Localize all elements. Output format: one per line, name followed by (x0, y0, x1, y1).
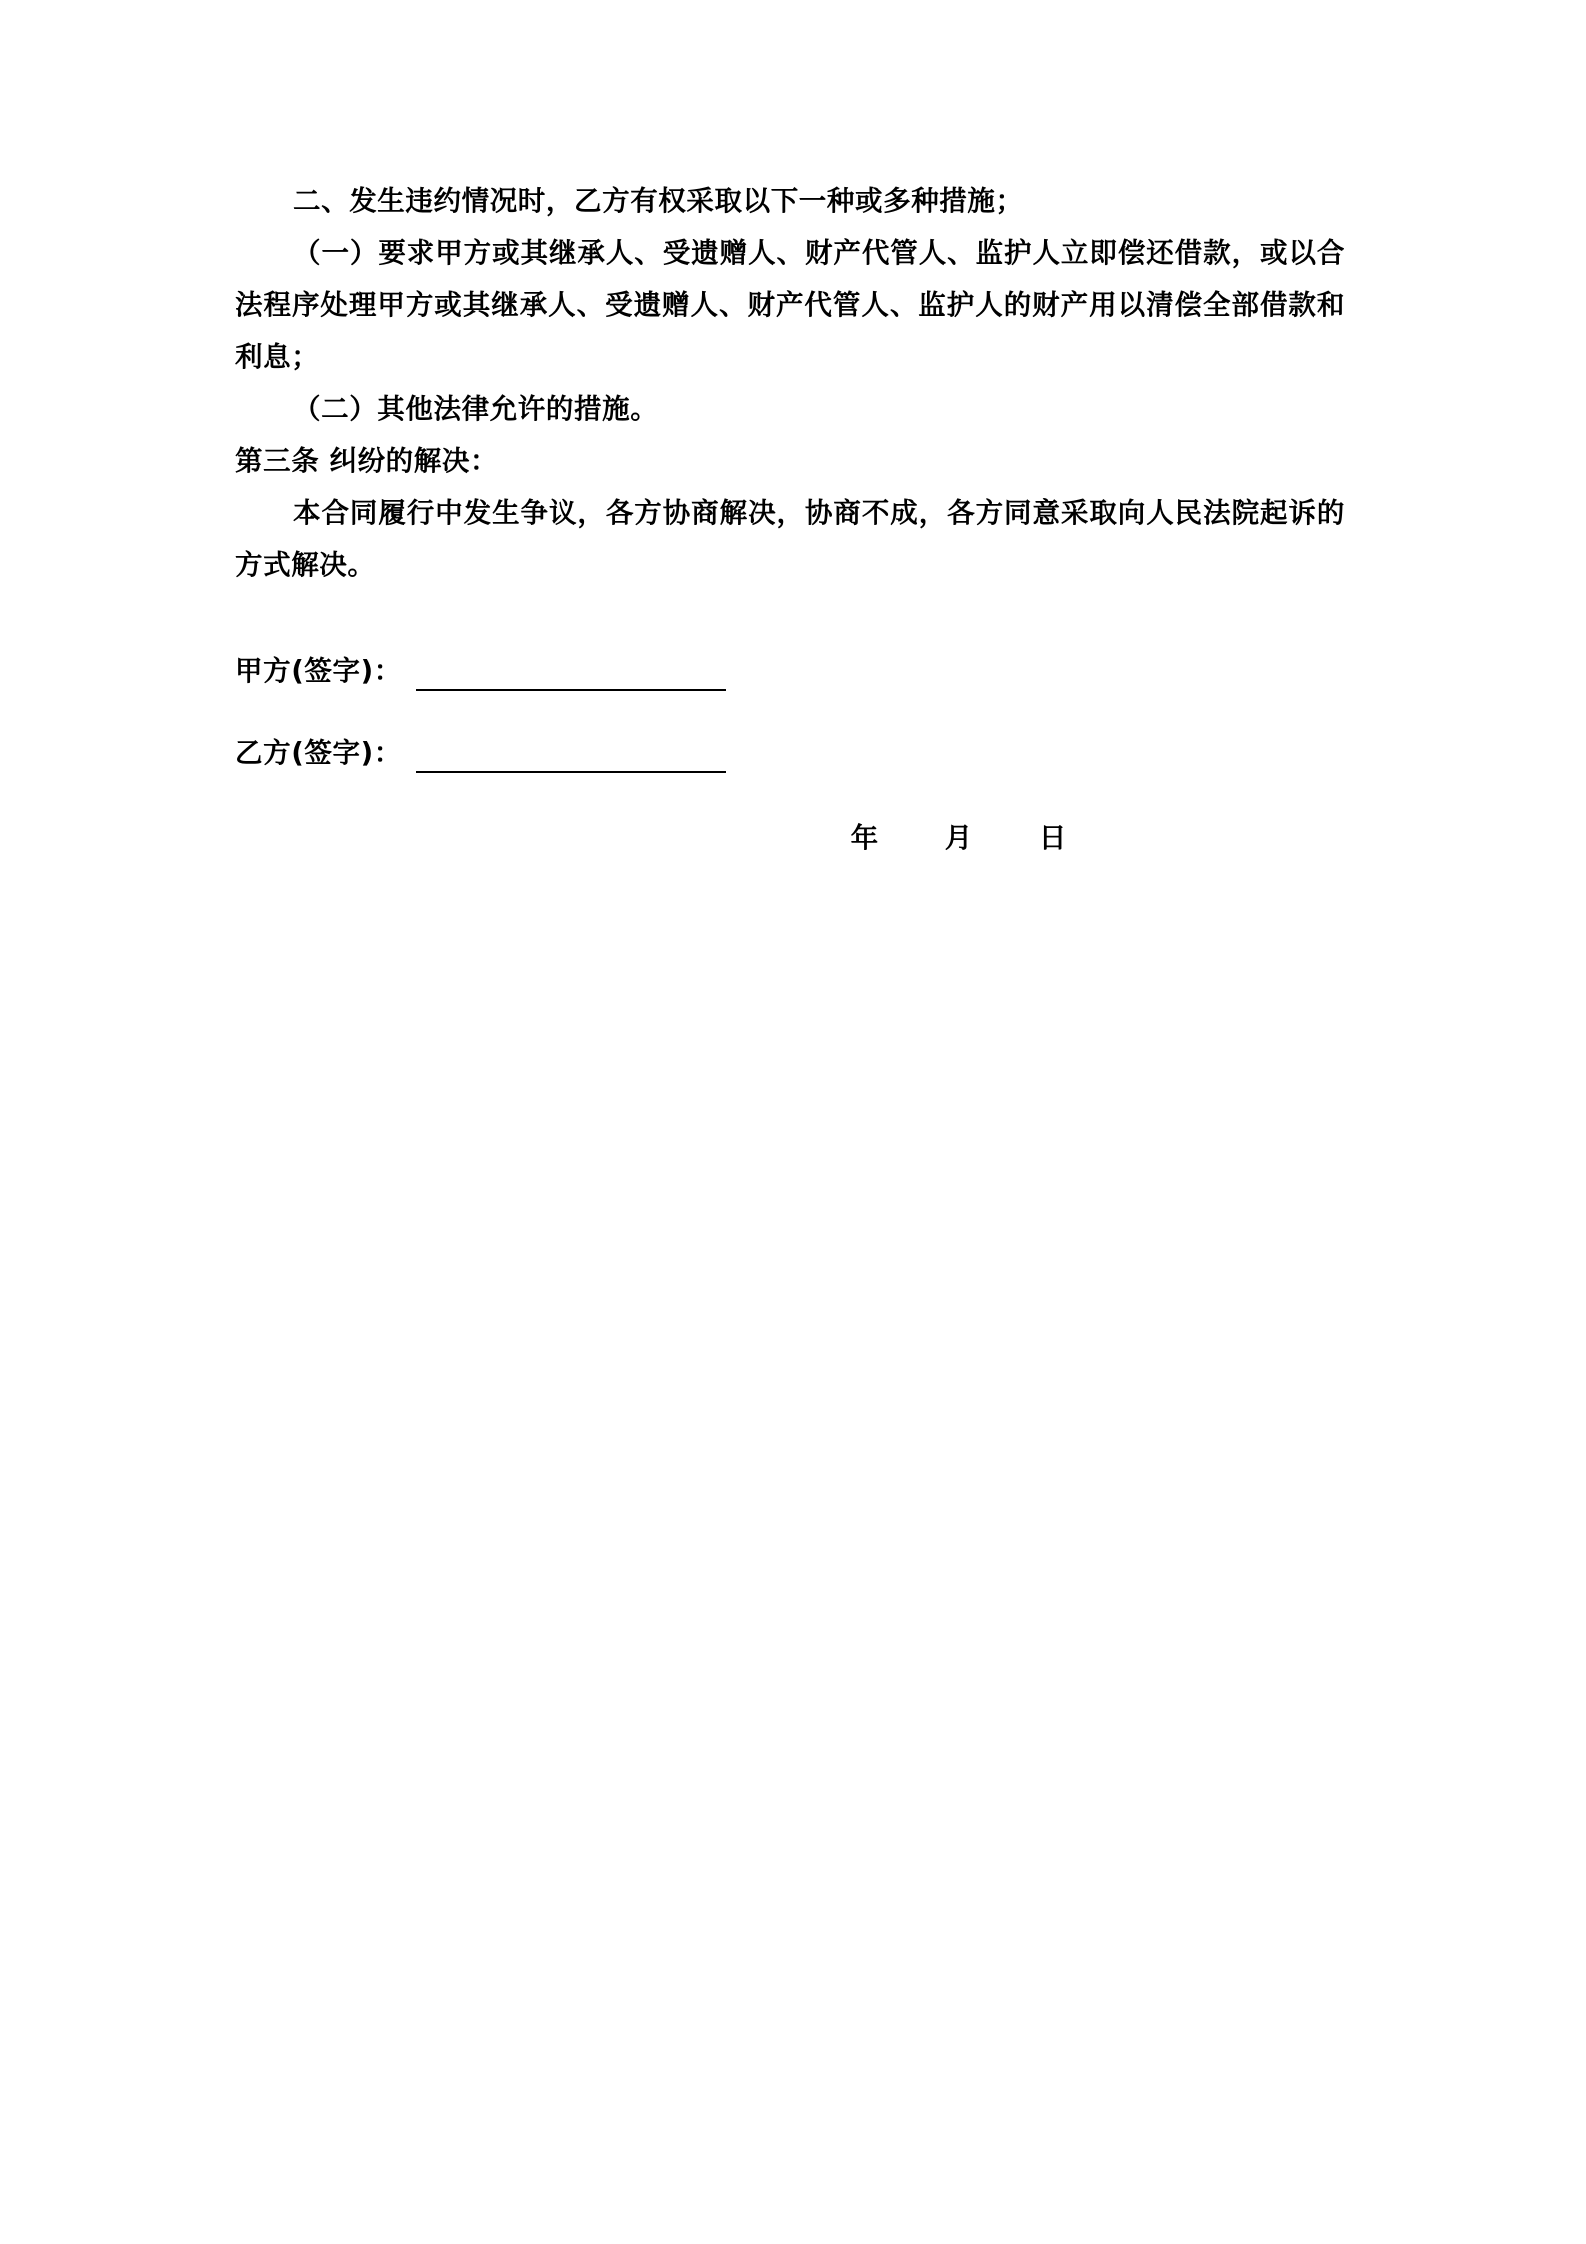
spacer-between-signatures (235, 691, 1345, 733)
signature-row-party-a (235, 651, 1345, 691)
date-year-label: 年 (850, 822, 879, 854)
paragraph-clause-two-item-1: （一）要求甲方或其继承人、受遗赠人、财产代管人、监护人立即偿还借款，或以合法程序处理甲方或其继承人、受遗赠人、财产代管人、监护人的财产用以清偿全部借款和利息； (235, 237, 1345, 373)
paragraph-clause-two-item-2: （二）其他法律允许的措施。 (293, 393, 659, 425)
signature-field-party-a[interactable] (416, 659, 726, 691)
document-body (235, 175, 1345, 855)
spacer-before-signatures (235, 591, 1345, 651)
date-month-label: 月 (944, 822, 973, 854)
paragraph-clause-two-heading: 二、发生违约情况时，乙方有权采取以下一种或多种措施； (293, 185, 1024, 217)
signature-field-party-b[interactable] (416, 741, 726, 773)
signature-row-party-b (235, 733, 1345, 773)
heading-article-three: 第三条 纠纷的解决： (235, 445, 499, 477)
spacer-before-date (235, 773, 1345, 815)
paragraph-article-three-body: 本合同履行中发生争议，各方协商解决，协商不成，各方同意采取向人民法院起诉的方式解决。 (235, 497, 1345, 581)
date-day-label: 日 (1038, 822, 1067, 854)
date-line (235, 815, 1345, 855)
signature-label-party-a: 甲方(签字)： (235, 655, 402, 687)
signature-label-party-b: 乙方(签字)： (235, 737, 402, 769)
